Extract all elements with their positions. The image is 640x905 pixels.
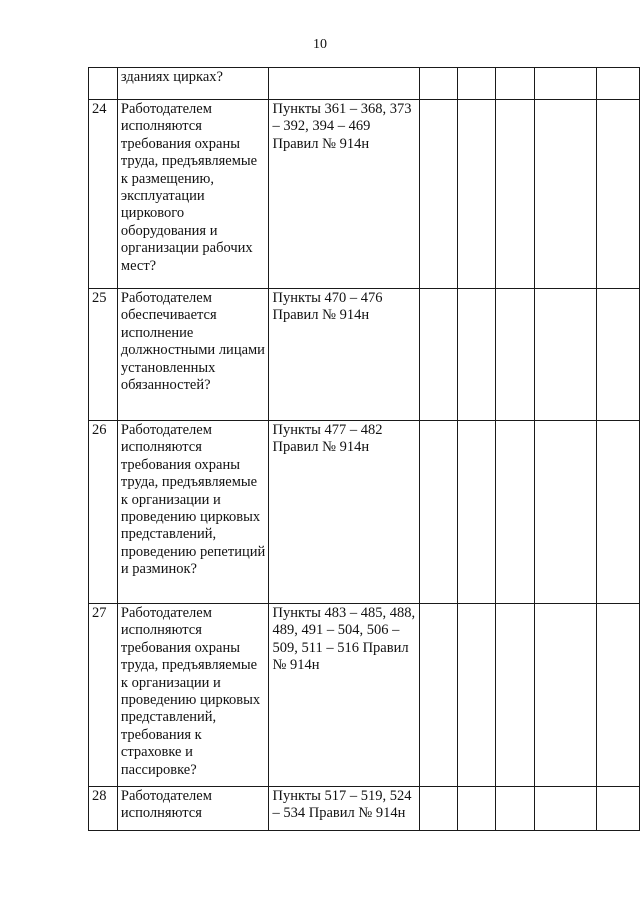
answer-cell-yes[interactable] (419, 68, 458, 100)
answer-cell-no[interactable] (458, 421, 496, 604)
answer-cell-yes[interactable] (419, 421, 458, 604)
answer-cell-extra[interactable] (597, 604, 640, 787)
checklist-table (88, 67, 640, 831)
answer-cell-not-applicable[interactable] (496, 289, 535, 421)
requirement-question: Работодателем исполняются требования охраны труда, предъявляемые к размещению, эксплуатации циркового оборудования и организации рабочих мест? (117, 100, 269, 289)
answer-cell-yes[interactable] (419, 289, 458, 421)
answer-cell-note[interactable] (534, 787, 597, 831)
requirement-reference: Пункты 517 – 519, 524 – 534 Правил № 914н (269, 787, 419, 831)
answer-cell-no[interactable] (458, 68, 496, 100)
row-number: 28 (89, 787, 118, 831)
row-number (89, 68, 118, 100)
requirement-question: Работодателем обеспечивается исполнение должностными лицами установленных обязанностей? (117, 289, 269, 421)
answer-cell-no[interactable] (458, 787, 496, 831)
table-row (89, 421, 640, 604)
requirement-reference: Пункты 477 – 482 Правил № 914н (269, 421, 419, 604)
requirement-reference: Пункты 470 – 476 Правил № 914н (269, 289, 419, 421)
row-number: 26 (89, 421, 118, 604)
answer-cell-extra[interactable] (597, 421, 640, 604)
answer-cell-note[interactable] (534, 289, 597, 421)
answer-cell-note[interactable] (534, 68, 597, 100)
page-number: 10 (313, 37, 327, 52)
answer-cell-note[interactable] (534, 604, 597, 787)
answer-cell-not-applicable[interactable] (496, 100, 535, 289)
requirement-question: зданиях цирках? (117, 68, 269, 100)
row-number: 27 (89, 604, 118, 787)
answer-cell-not-applicable[interactable] (496, 787, 535, 831)
row-number: 25 (89, 289, 118, 421)
requirement-reference (269, 68, 419, 100)
answer-cell-not-applicable[interactable] (496, 604, 535, 787)
answer-cell-extra[interactable] (597, 100, 640, 289)
answer-cell-yes[interactable] (419, 787, 458, 831)
answer-cell-extra[interactable] (597, 289, 640, 421)
requirement-question: Работодателем исполняются требования охраны труда, предъявляемые к организации и проведению цирковых представлений, проведению репетиций и разминок? (117, 421, 269, 604)
answer-cell-yes[interactable] (419, 100, 458, 289)
requirement-question: Работодателем исполняются (117, 787, 269, 831)
table-row (89, 100, 640, 289)
answer-cell-no[interactable] (458, 289, 496, 421)
table-row (89, 604, 640, 787)
row-number: 24 (89, 100, 118, 289)
answer-cell-not-applicable[interactable] (496, 68, 535, 100)
answer-cell-extra[interactable] (597, 68, 640, 100)
answer-cell-not-applicable[interactable] (496, 421, 535, 604)
answer-cell-no[interactable] (458, 604, 496, 787)
answer-cell-extra[interactable] (597, 787, 640, 831)
answer-cell-note[interactable] (534, 100, 597, 289)
requirement-reference: Пункты 483 – 485, 488, 489, 491 – 504, 506 – 509, 511 – 516 Правил № 914н (269, 604, 419, 787)
answer-cell-no[interactable] (458, 100, 496, 289)
answer-cell-yes[interactable] (419, 604, 458, 787)
answer-cell-note[interactable] (534, 421, 597, 604)
requirement-reference: Пункты 361 – 368, 373 – 392, 394 – 469 Правил № 914н (269, 100, 419, 289)
table-row (89, 289, 640, 421)
table-row (89, 787, 640, 831)
requirement-question: Работодателем исполняются требования охраны труда, предъявляемые к организации и проведению цирковых представлений, требования к страховке и пассировке? (117, 604, 269, 787)
table-row (89, 68, 640, 100)
